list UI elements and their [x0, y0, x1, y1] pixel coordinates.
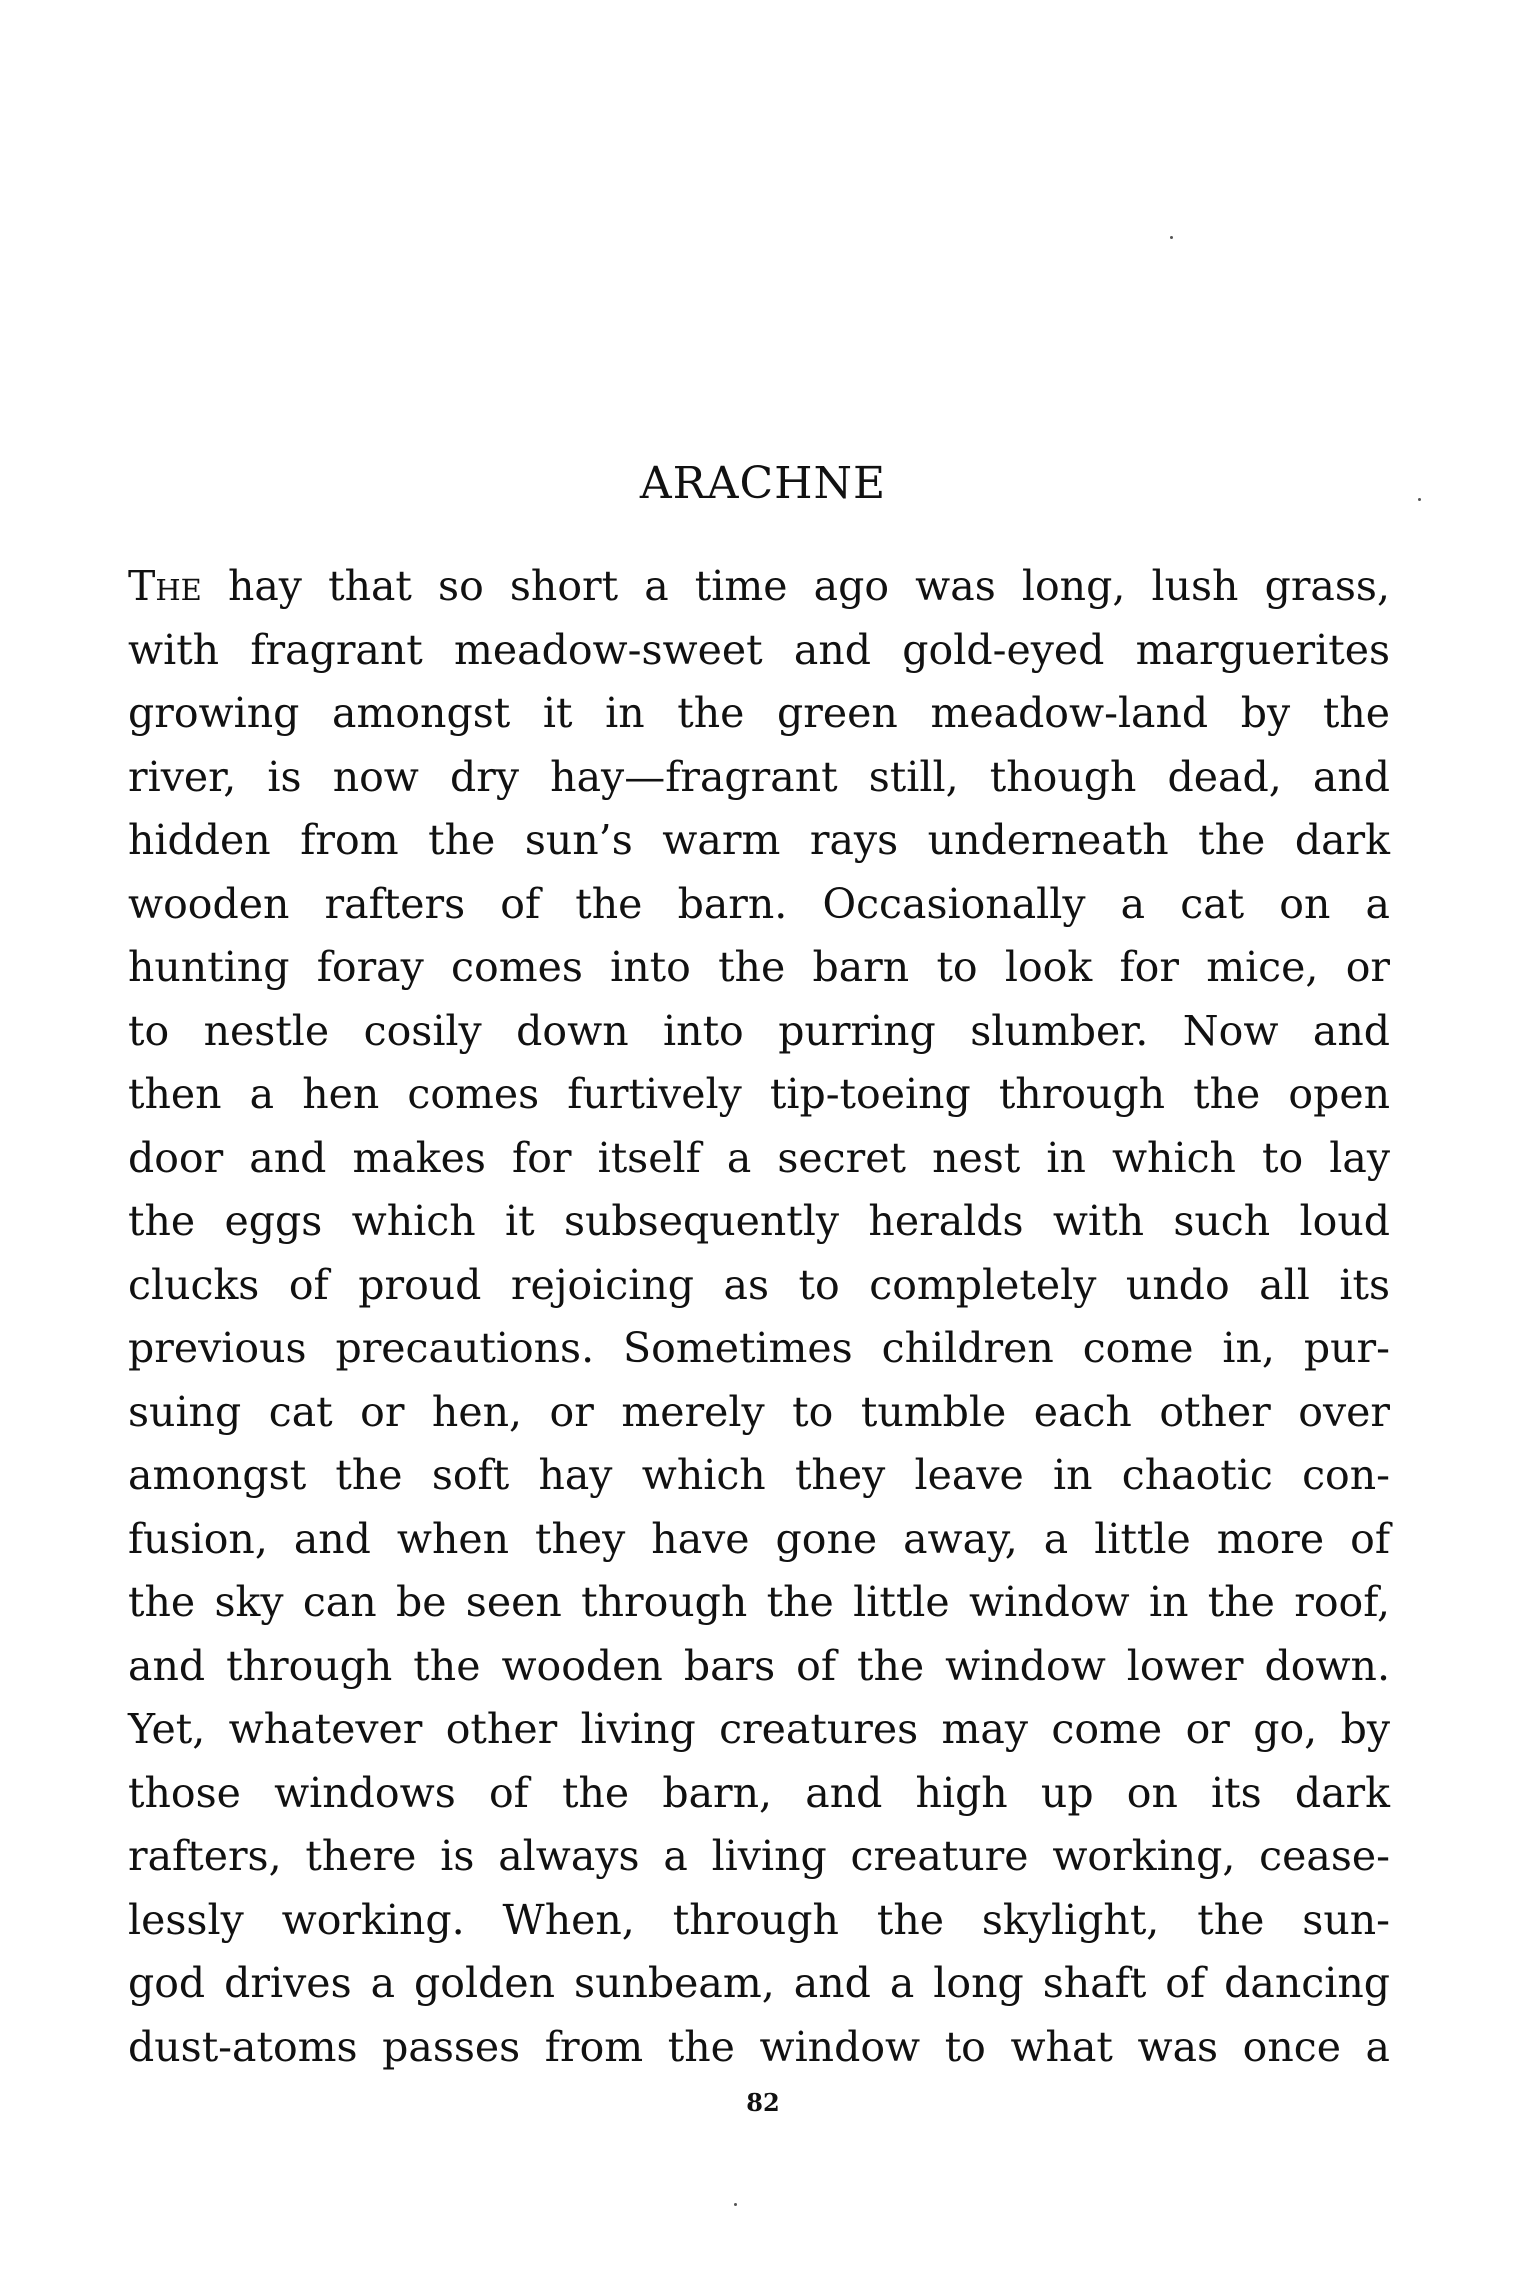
text-line: god drives a golden sunbeam, and a long shaft of dancing — [128, 1959, 1390, 2007]
text-line: growing amongst it in the green meadow-land by the — [128, 689, 1390, 737]
scan-speck — [1418, 498, 1421, 501]
text-line: clucks of proud rejoicing as to completely undo all its — [128, 1260, 1390, 1309]
scan-speck — [1170, 236, 1173, 239]
text-line: lessly working. When, through the skylight, the sun- — [128, 1895, 1390, 1944]
chapter-title: ARACHNE — [639, 458, 887, 509]
text-line: hunting foray comes into the barn to look for mice, or — [128, 943, 1390, 991]
text-line: fusion, and when they have gone away, a little more of — [128, 1514, 1390, 1563]
drop-word: The — [128, 562, 202, 610]
scan-speck — [734, 2203, 737, 2206]
text-line: hidden from the sun’s warm rays underneath the dark — [128, 816, 1390, 864]
text-line: amongst the soft hay which they leave in chaotic con- — [128, 1451, 1390, 1499]
text-line: suing cat or hen, or merely to tumble each other over — [128, 1387, 1390, 1436]
body-paragraph — [128, 555, 1390, 2079]
text-line: previous precautions. Sometimes children come in, pur- — [128, 1324, 1390, 1372]
text-line: wooden rafters of the barn. Occasionally a cat on a — [128, 879, 1390, 928]
text-line: and through the wooden bars of the window lower down. — [128, 1641, 1390, 1690]
text-line: Yet, whatever other living creatures may come or go, by — [128, 1705, 1390, 1753]
text-line: the sky can be seen through the little window in the roof, — [128, 1578, 1390, 1626]
text-line: then a hen comes furtively tip-toeing through the open — [128, 1070, 1390, 1118]
page-number: 82 — [746, 2088, 780, 2117]
text-line — [128, 555, 1390, 619]
text-line: with fragrant meadow-sweet and gold-eyed marguerites — [128, 625, 1390, 674]
text-line: to nestle cosily down into purring slumber. Now and — [128, 1006, 1390, 1055]
text-line: rafters, there is always a living creature working, cease- — [128, 1832, 1390, 1880]
text-line: those windows of the barn, and high up on its dark — [128, 1768, 1390, 1817]
text-line: the eggs which it subsequently heralds with such loud — [128, 1197, 1390, 1245]
text-line: door and makes for itself a secret nest in which to lay — [128, 1133, 1390, 1182]
text-line: river, is now dry hay—fragrant still, though dead, and — [128, 752, 1390, 801]
text-line-content: hay that so short a time ago was long, lush grass, — [201, 562, 1390, 610]
text-line: dust-atoms passes from the window to what was once a — [128, 2022, 1390, 2071]
